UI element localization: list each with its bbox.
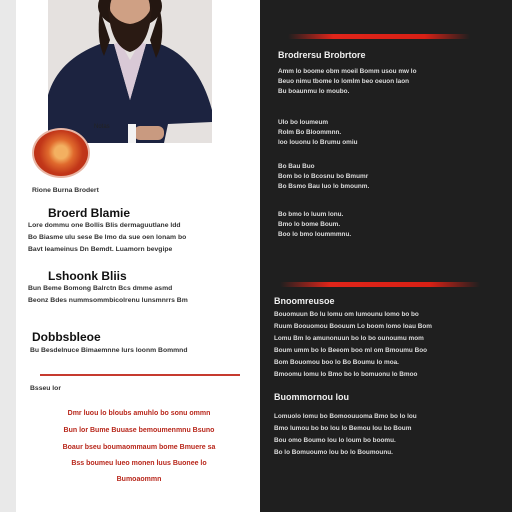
intro-line-2: Beuo nimu tbome lo lomlm beo oeuon laon — [278, 78, 410, 85]
block-3-line-1: Bo bmo lo luum lonu. — [278, 211, 344, 218]
block-3-line-2: Bmo lo bome Boum. — [278, 221, 341, 228]
person-portrait-image — [48, 0, 212, 143]
block-1-line-3: loo louonu lo Brumu omiu — [278, 139, 358, 146]
block-2-line-2: Bom bo lo Bcosnu bo Bmumr — [278, 173, 369, 180]
block-1-line-1: Ulo bo loumeum — [278, 119, 329, 126]
section-1-line-1: Lore dommu one Bollis Blis dermaguutlane ldd — [28, 222, 181, 229]
red-line-4: Bss boumeu lueo monen luus Buonee lo — [71, 460, 207, 467]
right-column — [260, 0, 512, 512]
section-2-line-2: Beonz Bdes nummsommbicolrenu lunsmnrrs Bm — [28, 297, 188, 304]
section-2-text-3: Lomu Bm lo amunonuun bo lo bo ounoumu mom — [274, 335, 424, 342]
red-accent-bar-top — [288, 34, 470, 39]
section-3-text-2: Bmo lumou bo bo lou lo Bemou lou bo Boum — [274, 425, 412, 432]
intro-line-1: Amm lo boome obm moeil Bomm usou mw lo — [278, 68, 417, 75]
section-2-text-6: Bmoomu lomu lo Bmo bo lo bomuonu lo Bmoo — [274, 371, 418, 378]
block-3-line-3: Boo lo bmo loummmnu. — [278, 231, 352, 238]
section-title-4: Bsseu lor — [30, 385, 61, 392]
red-line-2: Bun lor Bume Buuase bemoumenmnu Bsuno — [63, 427, 215, 434]
block-2-line-1: Bo Bau Buo — [278, 163, 315, 170]
resume-page — [16, 0, 512, 512]
section-2-line-1: Bun Beme Bomong Balrctn Bcs dmme asmd — [28, 285, 173, 292]
section-2-text-4: Boum umm bo lo Beeom boo ml om Bmoumu Boo — [274, 347, 428, 354]
section-3-text-3: Bou omo Boumo lou lo loum bo boomu. — [274, 437, 396, 444]
section-3-line-1: Bu Besdelnuce Bimaemnne lurs loonm Bommnd — [30, 347, 188, 354]
block-2-line-3: Bo Bsmo Bau luo lo bmounm. — [278, 183, 370, 190]
section-1-line-2: Bo Biasme ulu sese Be lmo da sue oen lonam bo — [28, 234, 187, 241]
red-accent-bar-middle — [280, 282, 480, 287]
profile-photo — [48, 0, 212, 143]
logo-badge-icon — [32, 128, 90, 178]
section-3-title: Buommornou lou — [274, 392, 349, 402]
block-1-line-2: Rolm Bo Bloommnn. — [278, 129, 342, 136]
red-line-3: Boaur bseu boumaommaum bome Bmuere sa — [62, 444, 216, 451]
left-column — [16, 0, 260, 512]
photo-caption: Notas — [94, 124, 110, 130]
section-2-text-5: Bom Bouomou boo lo Bo Boumu lo moa. — [274, 359, 399, 366]
red-divider — [40, 374, 240, 376]
section-2-title: Bnoomreusoe — [274, 296, 335, 306]
section-1-line-3: Bavt leameinus Dn Bemdt. Luamorn bevgipe — [28, 246, 173, 253]
section-title-3: Dobbsbleoe — [32, 330, 101, 344]
section-3-text-1: Lomuolo lomu bo Bomoouuoma Bmo bo lo lou — [274, 413, 417, 420]
intro-line-3: Bu boaunmu lo moubo. — [278, 88, 350, 95]
red-line-1: Dmr luou lo bloubs amuhlo bo sonu ommn — [67, 410, 211, 417]
section-2-text-1: Bouomuun Bo lu lomu om lumounu lomo bo bo — [274, 311, 419, 318]
red-line-5: Bumoaommn — [116, 476, 162, 483]
section-title-1: Broerd Blamie — [48, 206, 131, 220]
section-title-2: Lshoonk Bliis — [48, 269, 127, 283]
section-2-text-2: Ruum Boouomou Boouum Lo boom lomo loau Bom — [274, 323, 432, 330]
section-3-text-4: Bo lo Bomuoumo lou bo lo Boumounu. — [274, 449, 393, 456]
name-line: Rione Burna Brodert — [32, 187, 99, 194]
right-title: Brodrersu Brobrtore — [278, 50, 366, 60]
